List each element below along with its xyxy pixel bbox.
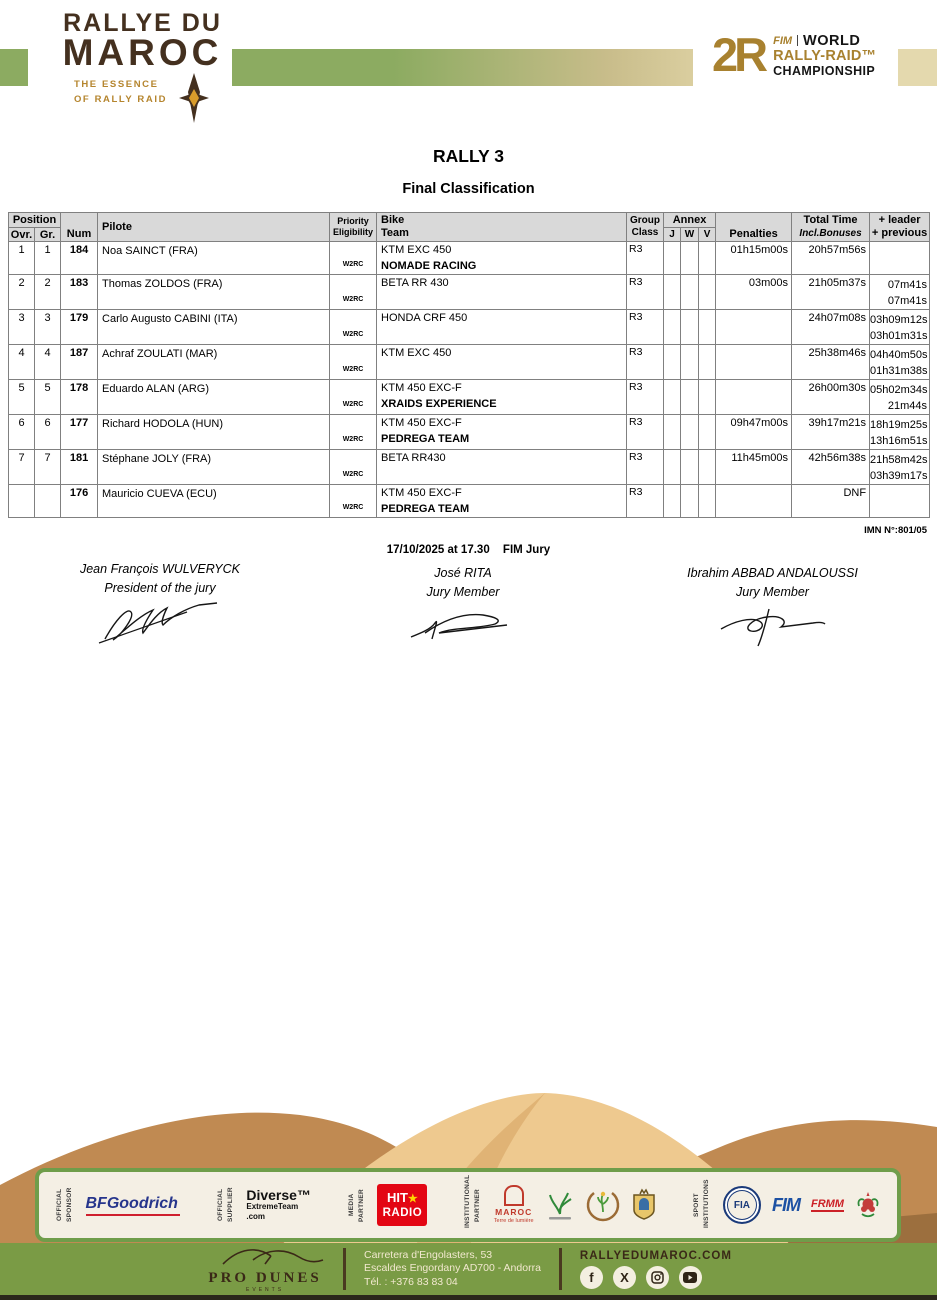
tagline-line2: OF RALLY RAID <box>73 94 168 105</box>
group-cell: R3 <box>627 275 664 310</box>
ovr-cell: 1 <box>9 242 35 275</box>
ovr-cell: 5 <box>9 380 35 415</box>
gr-cell: 3 <box>35 310 61 345</box>
gr-cell: 4 <box>35 345 61 380</box>
header-annex: Annex <box>664 213 716 228</box>
header-group-class: Group Class <box>627 213 664 242</box>
media-partner-label: MEDIA PARTNER <box>347 1188 365 1222</box>
annex-j-cell <box>664 345 681 380</box>
gap-cell: 18h19m25s 13h16m51s <box>870 415 930 450</box>
pilote-cell: Thomas ZOLDOS (FRA) <box>98 275 330 310</box>
annex-v-cell <box>699 345 716 380</box>
header-penalties: Penalties <box>716 213 792 242</box>
footer-dark-strip <box>0 1295 937 1300</box>
divider <box>797 35 798 46</box>
fim-logo: FIM <box>771 1194 800 1215</box>
jury-member-role: President of the jury <box>104 581 216 595</box>
group-cell: R3 <box>627 485 664 518</box>
table-row <box>9 450 930 485</box>
penalties-cell <box>716 345 792 380</box>
annex-v-cell <box>699 450 716 485</box>
header-position: Position <box>9 213 61 228</box>
bike-team-cell: BETA RR430 <box>377 450 627 485</box>
header-tan-bar-right <box>898 49 937 86</box>
official-sponsor-group <box>55 1182 180 1228</box>
annex-w-cell <box>681 310 699 345</box>
group-cell: R3 <box>627 415 664 450</box>
gr-cell: 6 <box>35 415 61 450</box>
header-bike-team: Bike Team <box>377 213 627 242</box>
annex-v-cell <box>699 242 716 275</box>
table-row <box>9 485 930 518</box>
header-annex-w: W <box>681 228 699 242</box>
jury-member <box>30 560 290 653</box>
gap-cell: 03h09m12s 03h01m31s <box>870 310 930 345</box>
maroc-arch-icon <box>504 1185 524 1206</box>
header-gr: Gr. <box>35 228 61 242</box>
institutional-partner-label: INSTITUTIONAL PARTNER <box>464 1174 482 1228</box>
jury-member-role: Jury Member <box>426 585 500 599</box>
social-icons <box>580 1266 732 1289</box>
world-label: WORLD <box>803 32 861 49</box>
header-annex-v: V <box>699 228 716 242</box>
total-time-cell: 25h38m46s <box>792 345 870 380</box>
gap-cell: 05h02m34s 21m44s <box>870 380 930 415</box>
penalties-cell: 03m00s <box>716 275 792 310</box>
pilote-cell: Achraf ZOULATI (MAR) <box>98 345 330 380</box>
table-row <box>9 310 930 345</box>
num-cell: 178 <box>61 380 98 415</box>
gap-cell <box>870 242 930 275</box>
youtube-icon[interactable] <box>679 1266 702 1289</box>
pilote-cell: Noa SAINCT (FRA) <box>98 242 330 275</box>
instagram-icon[interactable] <box>646 1266 669 1289</box>
royal-crest-logo-icon <box>855 1190 881 1220</box>
num-cell: 187 <box>61 345 98 380</box>
header-gradient-bar <box>232 49 693 86</box>
header-priority: Priority Eligibility <box>330 213 377 242</box>
ovr-cell <box>9 485 35 518</box>
total-time-cell: 42h56m38s <box>792 450 870 485</box>
penalties-cell <box>716 310 792 345</box>
page-subtitle: Final Classification <box>402 181 535 197</box>
total-time-cell: 39h17m21s <box>792 415 870 450</box>
penalties-cell: 11h45m00s <box>716 450 792 485</box>
priority-cell: W2RC <box>330 275 377 310</box>
official-supplier-group <box>216 1182 311 1228</box>
priority-cell: W2RC <box>330 415 377 450</box>
ovr-cell: 7 <box>9 450 35 485</box>
2r-badge: 2R <box>712 28 765 81</box>
brand-line2: MAROC <box>62 32 223 73</box>
signature-icon <box>403 603 523 645</box>
penalties-cell <box>716 380 792 415</box>
header-num: Num <box>61 213 98 242</box>
bike-team-cell: KTM EXC 450 NOMADE RACING <box>377 242 627 275</box>
table-row <box>9 242 930 275</box>
annex-w-cell <box>681 345 699 380</box>
footer-bar-content <box>0 1243 937 1295</box>
num-cell: 184 <box>61 242 98 275</box>
official-supplier-label: OFFICIAL SUPPLIER <box>216 1187 234 1223</box>
bike-team-cell: KTM EXC 450 <box>377 345 627 380</box>
annex-v-cell <box>699 485 716 518</box>
jury-label: FIM Jury <box>502 544 551 556</box>
bike-team-cell: KTM 450 EXC-F PEDREGA TEAM <box>377 415 627 450</box>
pilote-cell: Carlo Augusto CABINI (ITA) <box>98 310 330 345</box>
foundation-logo-icon <box>586 1188 620 1222</box>
gr-cell: 1 <box>35 242 61 275</box>
group-cell: R3 <box>627 242 664 275</box>
annex-v-cell <box>699 415 716 450</box>
official-sponsor-label: OFFICIAL SPONSOR <box>56 1187 73 1223</box>
annex-w-cell <box>681 450 699 485</box>
city-crest-logo-icon <box>631 1188 657 1222</box>
priority-cell: W2RC <box>330 242 377 275</box>
table-row <box>9 275 930 310</box>
jury-member-name: Ibrahim ABBAD ANDALOUSSI <box>687 566 858 580</box>
footer-divider <box>559 1248 562 1290</box>
x-icon[interactable]: X <box>613 1266 636 1289</box>
facebook-icon[interactable]: f <box>580 1266 603 1289</box>
num-cell: 177 <box>61 415 98 450</box>
num-cell: 183 <box>61 275 98 310</box>
jury-member <box>338 564 588 651</box>
tagline-line1: THE ESSENCE <box>73 79 159 90</box>
annex-v-cell <box>699 275 716 310</box>
jury-date-row <box>0 544 937 556</box>
jury-member-name: José RITA <box>434 566 492 580</box>
bike-team-cell: BETA RR 430 <box>377 275 627 310</box>
annex-v-cell <box>699 380 716 415</box>
maroc-tourism-logo: MAROC Terre de lumière <box>494 1185 534 1226</box>
frmm-logo: FRMM <box>810 1198 844 1210</box>
sponsor-bar <box>35 1168 901 1242</box>
jury-member <box>640 564 905 653</box>
diverse-extremeteam-logo: Diverse™ ExtremeTeam .com <box>246 1186 311 1221</box>
gr-cell: 2 <box>35 275 61 310</box>
group-cell: R3 <box>627 345 664 380</box>
gr-cell: 7 <box>35 450 61 485</box>
annex-j-cell <box>664 450 681 485</box>
footer-divider <box>343 1248 346 1290</box>
total-time-cell: 21h05m37s <box>792 275 870 310</box>
priority-cell: W2RC <box>330 380 377 415</box>
bfgoodrich-logo: BFGoodrich <box>86 1195 180 1216</box>
page-header <box>0 0 937 130</box>
num-cell: 181 <box>61 450 98 485</box>
pilote-cell: Stéphane JOLY (FRA) <box>98 450 330 485</box>
pilote-cell: Eduardo ALAN (ARG) <box>98 380 330 415</box>
jury-member-name: Jean François WULVERYCK <box>79 562 240 576</box>
jury-date: 17/10/2025 at 17.30 <box>386 544 490 556</box>
sport-institutions-label: SPORT INSTITUTIONS <box>693 1179 711 1228</box>
annex-w-cell <box>681 415 699 450</box>
annex-j-cell <box>664 485 681 518</box>
brand-tagline <box>74 77 167 107</box>
priority-cell: W2RC <box>330 450 377 485</box>
num-cell: 179 <box>61 310 98 345</box>
page-footer <box>0 1085 937 1300</box>
annex-w-cell <box>681 380 699 415</box>
annex-w-cell <box>681 275 699 310</box>
penalties-cell <box>716 485 792 518</box>
total-time-cell: 20h57m56s <box>792 242 870 275</box>
annex-j-cell <box>664 310 681 345</box>
footer-address: Carretera d'Engolasters, 53 Escaldes Engordany AD700 - Andorra Tél. : +376 83 83 04 <box>364 1248 541 1288</box>
total-time-cell: 24h07m08s <box>792 310 870 345</box>
championship-label: CHAMPIONSHIP <box>773 63 876 78</box>
page-title: RALLY 3 <box>433 146 504 166</box>
num-cell: 176 <box>61 485 98 518</box>
table-row <box>9 415 930 450</box>
bike-team-cell: HONDA CRF 450 <box>377 310 627 345</box>
rallye-du-maroc-logo <box>40 10 245 123</box>
imn-number: IMN N°:801/05 <box>864 525 927 536</box>
annex-v-cell <box>699 310 716 345</box>
hit-radio-logo: HIT★ RADIO <box>377 1184 427 1226</box>
website-link[interactable]: RALLYEDUMAROC.COM <box>579 1249 732 1262</box>
sport-institutions-group <box>692 1179 881 1228</box>
annex-j-cell <box>664 415 681 450</box>
header-annex-j: J <box>664 228 681 242</box>
signature-icon <box>713 603 833 647</box>
table-row <box>9 380 930 415</box>
pilote-cell: Richard HODOLA (HUN) <box>98 415 330 450</box>
group-cell: R3 <box>627 310 664 345</box>
table-row <box>9 345 930 380</box>
priority-cell: W2RC <box>330 310 377 345</box>
annex-j-cell <box>664 242 681 275</box>
brand-line1: RALLYE DU <box>63 9 222 37</box>
gr-cell: 5 <box>35 380 61 415</box>
annex-w-cell <box>681 242 699 275</box>
group-cell: R3 <box>627 380 664 415</box>
gap-cell: 04h40m50s 01h31m38s <box>870 345 930 380</box>
institutional-partner-group <box>463 1174 656 1228</box>
pro-dunes-logo: PRO DUNES EVENTS <box>205 1244 325 1294</box>
header-pilote: Pilote <box>98 213 330 242</box>
pilote-cell: Mauricio CUEVA (ECU) <box>98 485 330 518</box>
priority-cell: W2RC <box>330 485 377 518</box>
media-partner-group <box>347 1182 428 1228</box>
gap-cell: 21h58m42s 03h39m17s <box>870 450 930 485</box>
header-green-bar-left <box>0 49 28 86</box>
fim-wordmark: FIM <box>773 34 793 47</box>
bike-team-cell: KTM 450 EXC-F PEDREGA TEAM <box>377 485 627 518</box>
pro-dunes-dune-icon <box>205 1244 325 1266</box>
header-ovr: Ovr. <box>9 228 35 242</box>
classification-table <box>8 212 930 518</box>
jury-member-role: Jury Member <box>736 585 809 599</box>
compass-diamond-icon <box>177 73 211 123</box>
priority-cell: W2RC <box>330 345 377 380</box>
ovr-cell: 3 <box>9 310 35 345</box>
rally-raid-label: RALLY-RAID™ <box>773 47 877 64</box>
total-time-cell: 26h00m30s <box>792 380 870 415</box>
ovr-cell: 4 <box>9 345 35 380</box>
jury-section <box>0 544 937 664</box>
header-total-time: Total Time Incl.Bonuses <box>792 213 870 242</box>
gap-cell: 07m41s 07m41s <box>870 275 930 310</box>
world-rally-raid-championship-logo <box>712 30 876 80</box>
annex-j-cell <box>664 380 681 415</box>
penalties-cell: 09h47m00s <box>716 415 792 450</box>
signature-icon <box>95 599 225 647</box>
annex-w-cell <box>681 485 699 518</box>
penalties-cell: 01h15m00s <box>716 242 792 275</box>
bike-team-cell: KTM 450 EXC-F XRAIDS EXPERIENCE <box>377 380 627 415</box>
gr-cell <box>35 485 61 518</box>
total-time-cell: DNF <box>792 485 870 518</box>
ovr-cell: 6 <box>9 415 35 450</box>
fia-logo: FIA <box>723 1186 761 1224</box>
gap-cell <box>870 485 930 518</box>
ovr-cell: 2 <box>9 275 35 310</box>
header-gaps: + leader + previous <box>870 213 930 242</box>
annex-j-cell <box>664 275 681 310</box>
region-logo-icon <box>545 1188 575 1222</box>
group-cell: R3 <box>627 450 664 485</box>
